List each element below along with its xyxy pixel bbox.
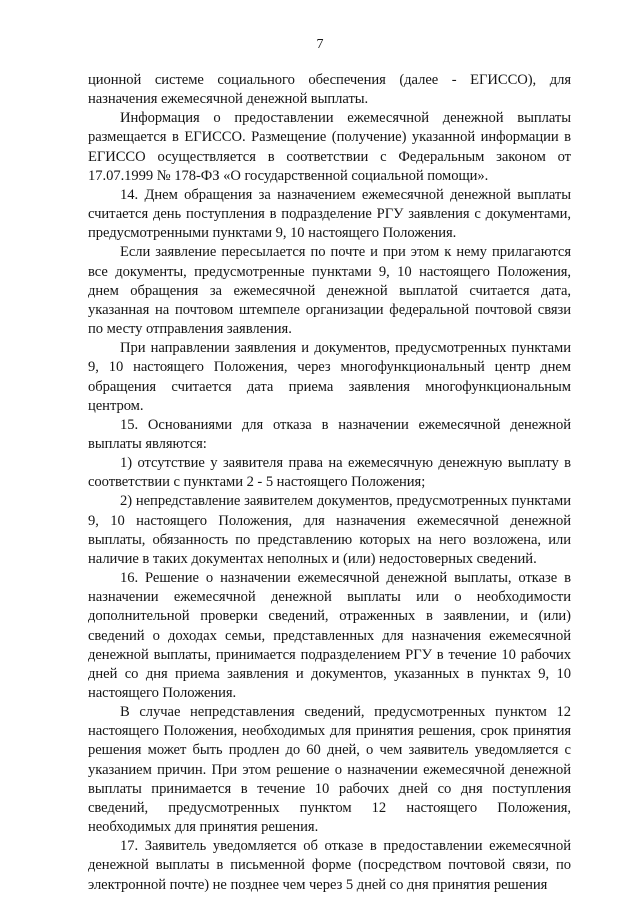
paragraph-extension: В случае непредставления сведений, предусмотренных пунктом 12 настоящего Положения, необходимых для принятия решения, срок принятия решения может быть продлен до 60 дней, о чем заявитель уведомляется с указанием причин. При этом решение о назначении ежемесячной денежной выплаты принимается в течение 10 рабочих дней со дня поступления сведений, предусмотренных пунктом 12 настоящего Положения, необходимых для принятия решения.	[88, 704, 571, 836]
paragraph-15-item-2: 2) непредставление заявителем документов, предусмотренных пунктами 9, 10 настоящего Положения, для назначения ежемесячной денежной выплаты, обязанность по представлению которых на него возложена, или наличие в таких документах неполных и (или) недостоверных сведений.	[88, 493, 571, 567]
paragraph-egisso-info: Информация о предоставлении ежемесячной денежной выплаты размещается в ЕГИССО. Размещение (получение) указанной информации в ЕГИССО осуществляется в соответствии с Федеральным законом от 17.07.1999 № 178-ФЗ «О государственной социальной помощи».	[88, 110, 571, 184]
paragraph-16: 16. Решение о назначении ежемесячной денежной выплаты, отказе в назначении ежемесячной денежной выплаты или о необходимости дополнительной проверки сведений, отраженных в заявлении, и (или) сведений о доходах семьи, представленных для назначения ежемесячной денежной выплаты, принимается подразделением РГУ в течение 10 рабочих дней со дня приема заявления и документов, указанных в пунктах 9, 10 настоящего Положения.	[88, 570, 571, 701]
paragraph-mfc-submission: При направлении заявления и документов, предусмотренных пунктами 9, 10 настоящего Положения, через многофункциональный центр днем обращения считается дата приема заявления многофункциональным центром.	[88, 340, 571, 414]
paragraph-mail-submission: Если заявление пересылается по почте и при этом к нему прилагаются все документы, предусмотренные пунктами 9, 10 настоящего Положения, днем обращения за ежемесячной денежной выплатой считается дата, указанная на почтовом штемпеле организации федеральной почтовой связи по месту отправления заявления.	[88, 244, 571, 338]
page-number: 7	[316, 37, 324, 52]
paragraph-15-item-1: 1) отсутствие у заявителя права на ежемесячную денежную выплату в соответствии с пунктами 2 - 5 настоящего Положения;	[88, 455, 571, 491]
paragraph-continuation: ционной системе социального обеспечения (далее - ЕГИССО), для назначения ежемесячной денежной выплаты.	[88, 72, 571, 108]
paragraph-17: 17. Заявитель уведомляется об отказе в предоставлении ежемесячной денежной выплаты в письменной форме (посредством почтовой связи, по электронной почте) не позднее чем через 5 дней со дня принятия решения	[88, 838, 571, 893]
paragraph-15: 15. Основаниями для отказа в назначении ежемесячной денежной выплаты являются:	[88, 416, 571, 452]
document-body	[88, 71, 571, 895]
paragraph-14: 14. Днем обращения за назначением ежемесячной денежной выплаты считается день поступления в подразделение РГУ заявления с документами, предусмотренными пунктами 9, 10 настоящего Положения.	[88, 186, 571, 242]
